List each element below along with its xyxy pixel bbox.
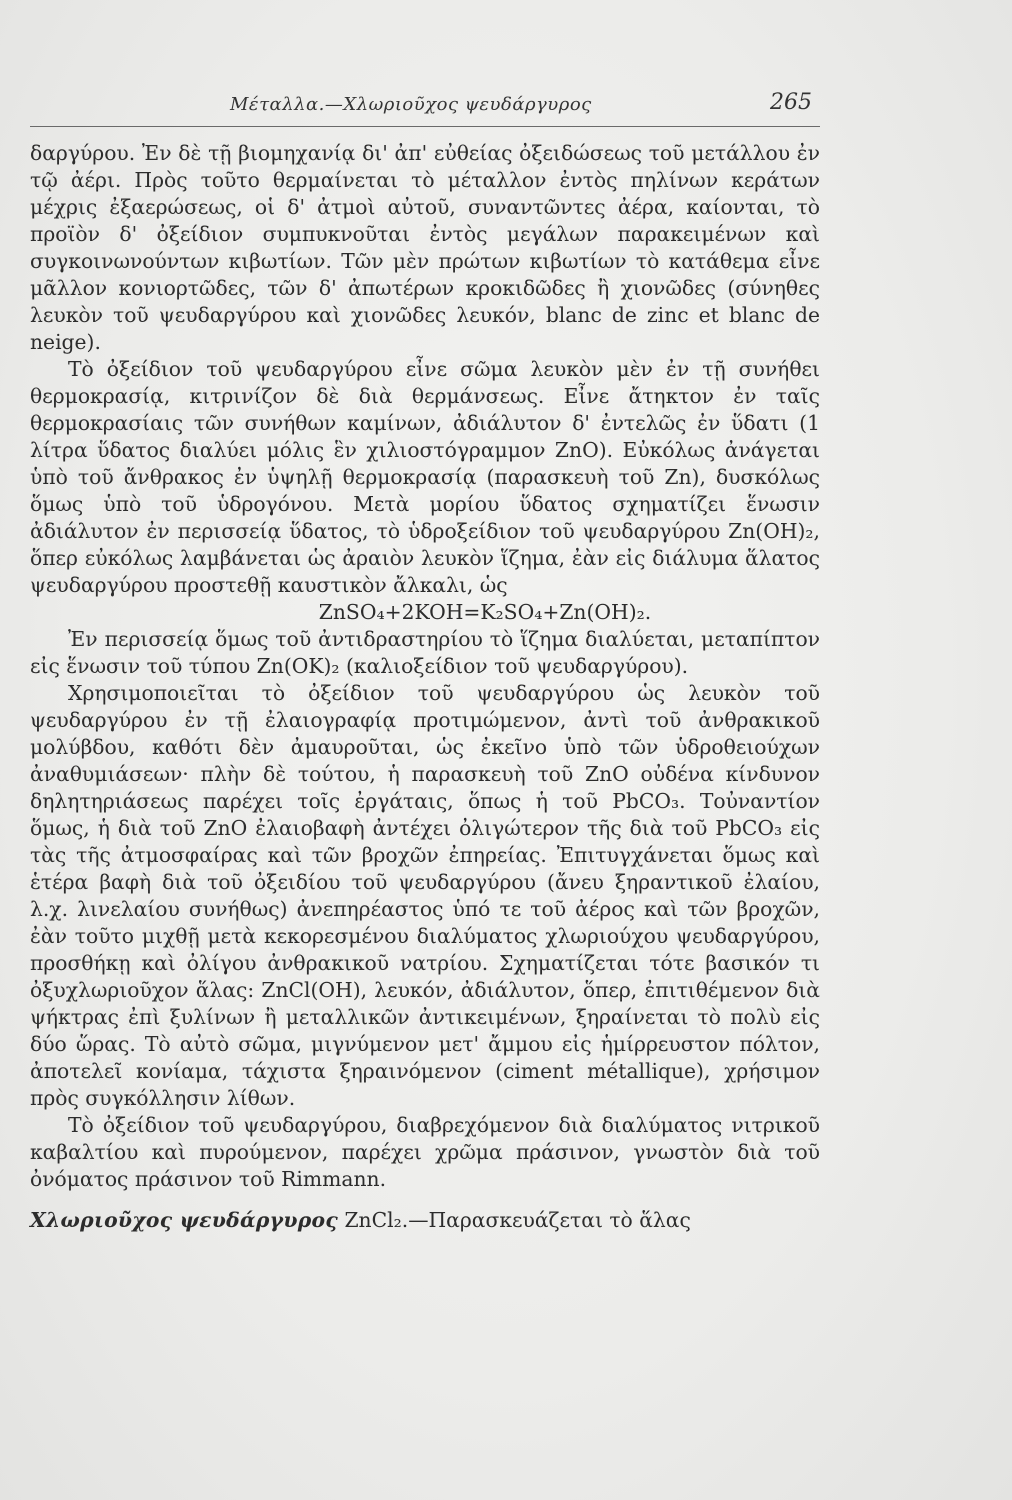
paragraph: Τὸ ὀξείδιον τοῦ ψευδαργύρου, διαβρεχόμενον διὰ διαλύματος νιτρικοῦ καβαλτίου καὶ πυρούμενον, παρέχει χρῶμα πράσινον, γνωστὸν διὰ τοῦ ὀνόματος πράσινον τοῦ Rimmann. <box>30 1113 820 1191</box>
body-text <box>30 140 820 1234</box>
chemical-equation: ZnSO₄+2KOH=K₂SO₄+Zn(OH)₂. <box>318 600 652 624</box>
paragraph: Τὸ ὀξείδιον τοῦ ψευδαργύρου εἶνε σῶμα λευκὸν μὲν ἐν τῇ συνήθει θερμοκρασίᾳ, κιτρινίζον δὲ διὰ θερμάνσεως. Εἶνε ἄτηκτον ἐν ταῖς θερμοκρασίαις τῶν συνήθων καμίνων, ἀδιάλυτον δ' ἐντελῶς ἐν ὕδατι (1 λίτρα ὕδατος διαλύει μόλις ἓν χιλιοστόγραμμον ZnO). Εὐκόλως ἀνάγεται ὑπὸ τοῦ ἄνθρακος ἐν ὑψηλῇ θερμοκρασίᾳ (παρασκευὴ τοῦ Zn), δυσκόλως ὅμως ὑπὸ τοῦ ὑδρογόνου. Μετὰ μορίου ὕδατος σχηματίζει ἕνωσιν ἀδιάλυτον ἐν περισσείᾳ ὕδατος, τὸ ὑδροξείδιον τοῦ ψευδαργύρου Zn(OH)₂, ὅπερ εὐκόλως λαμβάνεται ὡς ἀραιὸν λευκὸν ἵζημα, ἐὰν εἰς διάλυμα ἅλατος ψευδαργύρου προστεθῇ καυστικὸν ἄλκαλι, ὡς <box>30 357 820 597</box>
page-number: 265 <box>770 90 812 115</box>
paragraph: Ἐν περισσείᾳ ὅμως τοῦ ἀντιδραστηρίου τὸ ἵζημα διαλύεται, μεταπίπτον εἰς ἕνωσιν τοῦ τύπου Zn(OK)₂ (καλιοξείδιον τοῦ ψευδαργύρου). <box>30 627 820 678</box>
section-start <box>30 1207 820 1234</box>
section-text: ZnCl₂.—Παρασκευάζεται τὸ ἅλας <box>344 1208 691 1232</box>
header-rule <box>30 126 820 127</box>
section-title: Χλωριοῦχος ψευδάργυρος <box>30 1208 338 1232</box>
running-header: Μέταλλα.—Χλωριοῦχος ψευδάργυρος <box>230 94 592 115</box>
paragraph: Χρησιμοποιεῖται τὸ ὀξείδιον τοῦ ψευδαργύρου ὡς λευκὸν τοῦ ψευδαργύρου ἐν τῇ ἐλαιογραφίᾳ προτιμώμενον, ἀντὶ τοῦ ἀνθρακικοῦ μολύβδου, καθότι δὲν ἀμαυροῦται, ὡς ἐκεῖνο ὑπὸ τῶν ὑδροθειούχων ἀναθυμιάσεων· πλὴν δὲ τούτου, ἡ παρασκευὴ τοῦ ZnO οὐδένα κίνδυνον δηλητηριάσεως παρέχει τοῖς ἐργάταις, ὅπως ἡ τοῦ PbCO₃. Τοὐναντίον ὅμως, ἡ διὰ τοῦ ZnO ἐλαιοβαφὴ ἀντέχει ὀλιγώτερον τῆς διὰ τοῦ PbCO₃ εἰς τὰς τῆς ἀτμοσφαίρας καὶ τῶν βροχῶν ἐπηρείας. Ἐπιτυγχάνεται ὅμως καὶ ἑτέρα βαφὴ διὰ τοῦ ὀξειδίου τοῦ ψευδαργύρου (ἄνευ ξηραντικοῦ ἐλαίου, λ.χ. λινελαίου συνήθως) ἀνεπηρέαστος ὑπό τε τοῦ ἀέρος καὶ τῶν βροχῶν, ἐὰν τοῦτο μιχθῇ μετὰ κεκορεσμένου διαλύματος χλωριούχου ψευδαργύρου, προσθήκῃ καὶ ὀλίγου ἀνθρακικοῦ νατρίου. Σχηματίζεται τότε βασικόν τι ὀξυχλωριοῦχον ἅλας: ZnCl(OH), λευκόν, ἀδιάλυτον, ὅπερ, ἐπιτιθέμενον διὰ ψήκτρας ἐπὶ ξυλίνων ἢ μεταλλικῶν ἀντικειμένων, ξηραίνεται τὸ πολὺ εἰς δύο ὥρας. Τὸ αὐτὸ σῶμα, μιγνύμενον μετ' ἄμμου εἰς ἡμίρρευστον πόλτον, ἀποτελεῖ κονίαμα, τάχιστα ξηραινόμενον (ciment métallique), χρήσιμον πρὸς συγκόλλησιν λίθων. <box>30 681 820 1110</box>
paragraph: δαργύρου. Ἐν δὲ τῇ βιομηχανίᾳ δι' ἀπ' εὐθείας ὀξειδώσεως τοῦ μετάλλου ἐν τῷ ἀέρι. Πρὸς τοῦτο θερμαίνεται τὸ μέταλλον ἐντὸς πηλίνων κεράτων μέχρις ἐξαερώσεως, οἱ δ' ἀτμοὶ αὐτοῦ, συναντῶντες ἀέρα, καίονται, τὸ προϊὸν δ' ὀξείδιον συμπυκνοῦται ἐντὸς μεγάλων παρακειμένων καὶ συγκοινωνούντων κιβωτίων. Τῶν μὲν πρώτων κιβωτίων τὸ κατάθεμα εἶνε μᾶλλον κονιορτῶδες, τῶν δ' ἀπωτέρων κροκιδῶδες ἢ χιονῶδες (σύνηθες λευκὸν τοῦ ψευδαργύρου καὶ χιονῶδες λευκόν, blanc de zinc et blanc de neige). <box>30 141 820 354</box>
